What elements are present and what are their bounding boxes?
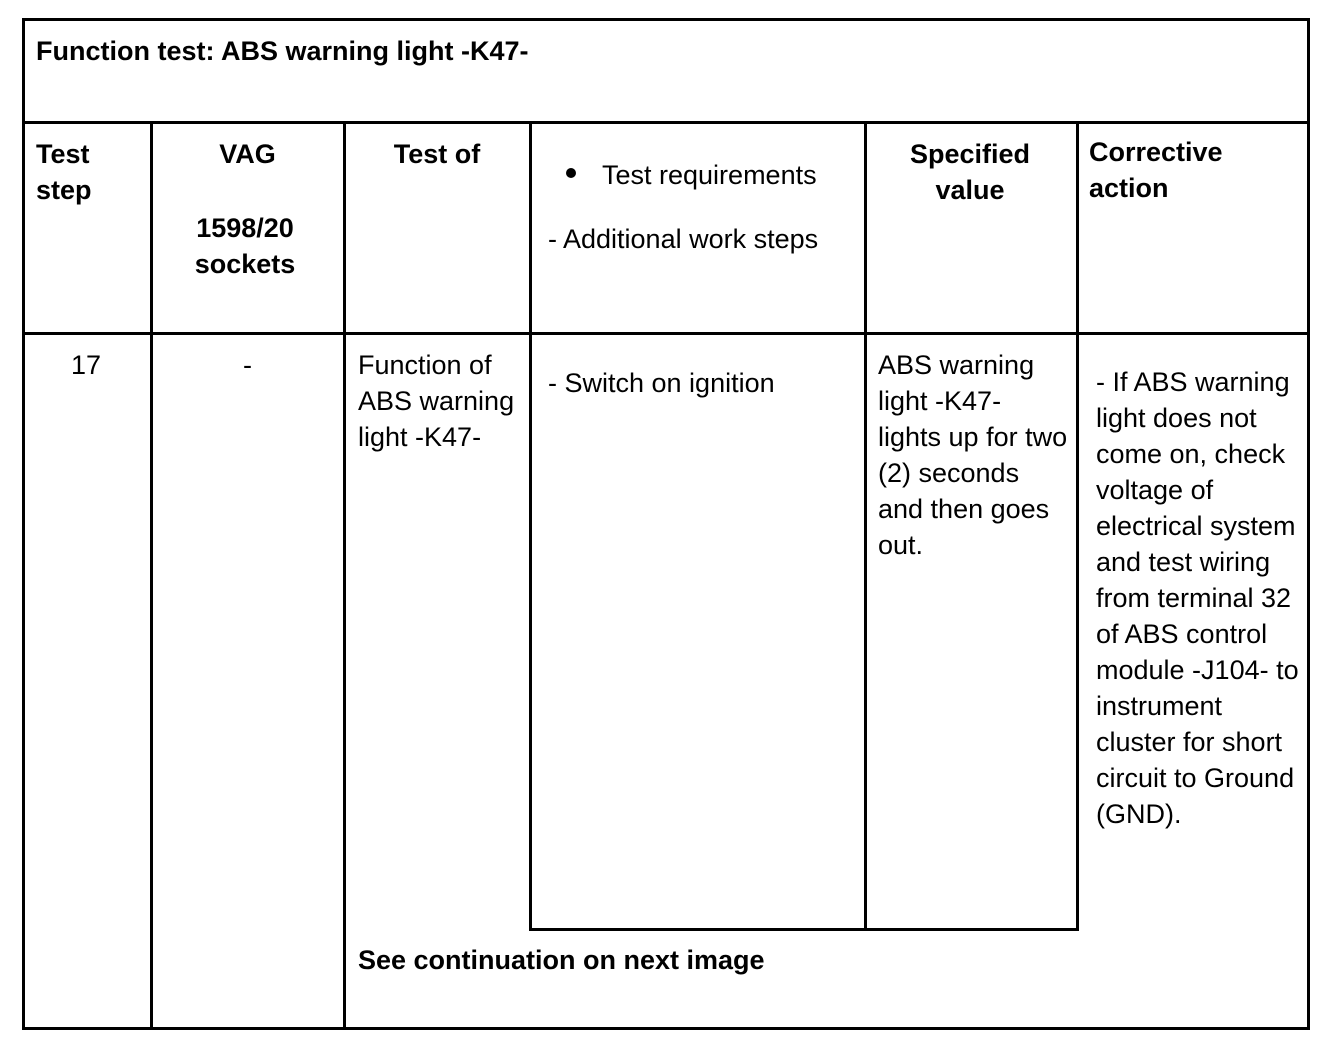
header-test-step: Test step [36, 139, 92, 205]
table-title: Function test: ABS warning light -K47- [36, 36, 529, 66]
col-divider-1 [150, 121, 153, 1030]
header-specified-value: Specified value [909, 139, 1031, 205]
col-divider-5 [1076, 121, 1079, 931]
cell-corrective-action: - If ABS warning light does not come on, check voltage of electrical system and test wiring from terminal 32 of ABS control module -J104- to instrument cluster for short circuit to Ground (GND). [1096, 367, 1299, 829]
bullet-icon [566, 168, 576, 178]
continuation-note: See continuation on next image [358, 945, 765, 975]
header-additional-steps: - Additional work steps [548, 224, 819, 254]
cell-requirements: - Switch on ignition [548, 368, 775, 398]
header-vag-sockets: 1598/20 sockets [194, 213, 296, 279]
cell-test-of: Function of ABS warning light -K47- [358, 350, 515, 452]
header-vag: VAG [219, 139, 276, 169]
col-divider-2 [343, 121, 346, 1030]
header-test-requirements: Test requirements [602, 160, 817, 190]
header-divider [22, 332, 1310, 335]
cell-specified-value: ABS warning light -K47- lights up for two (2) seconds and then goes out. [878, 350, 1068, 560]
col-divider-4 [864, 121, 867, 931]
header-corrective-action: Corrective action [1089, 137, 1223, 203]
title-divider [22, 121, 1310, 124]
cell-vag: - [243, 350, 252, 380]
cell-test-step: 17 [70, 350, 102, 380]
row-bottom-divider [529, 928, 1079, 931]
col-divider-3 [529, 121, 532, 931]
header-test-of: Test of [393, 139, 481, 169]
